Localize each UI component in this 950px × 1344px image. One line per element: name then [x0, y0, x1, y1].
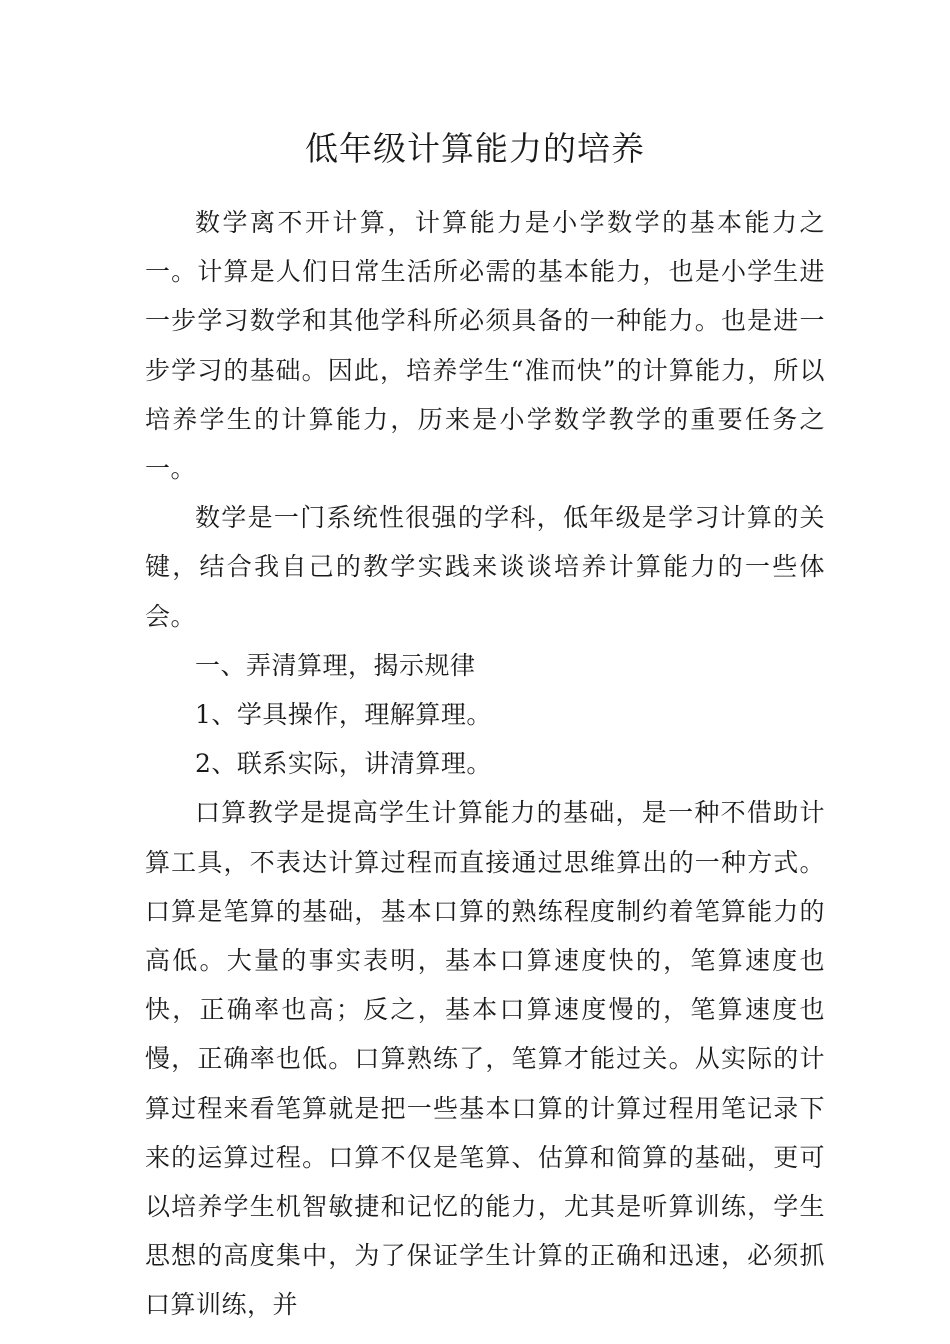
paragraph-oral-calculation: 口算教学是提高学生计算能力的基础，是一种不借助计算工具，不表达计算过程而直接通过思维算出的一种方式。口算是笔算的基础，基本口算的熟练程度制约着笔算能力的高低。大量的事实表明，基本口算速度快的，笔算速度也快，正确率也高；反之，基本口算速度慢的，笔算速度也慢，正确率也低。口算熟练了，笔算才能过关。从实际的计算过程来看笔算就是把一些基本口算的计算过程用笔记录下来的运算过程。口算不仅是笔算、估算和简算的基础，更可以培养学生机智敏捷和记忆的能力，尤其是听算训练，学生思想的高度集中，为了保证学生计算的正确和迅速，必须抓口算训练，并	[145, 798, 825, 1320]
subheading-2: 2、联系实际，讲清算理。	[195, 749, 492, 779]
document-body	[145, 198, 825, 1330]
subheading-1: 1、学具操作，理解算理。	[195, 700, 492, 730]
paragraph-intro: 数学离不开计算，计算能力是小学数学的基本能力之一。计算是人们日常生活所必需的基本能力，也是小学生进一步学习数学和其他学科所必须具备的一种能力。也是进一步学习的基础。因此，培养学生“准而快”的计算能力，所以培养学生的计算能力，历来是小学数学教学的重要任务之一。	[145, 208, 825, 484]
section-heading-1: 一、弄清算理，揭示规律	[195, 650, 476, 680]
paragraph-key-stage: 数学是一门系统性很强的学科，低年级是学习计算的关键，结合我自己的教学实践来谈谈培养计算能力的一些体会。	[145, 503, 825, 631]
document-title: 低年级计算能力的培养	[305, 129, 645, 168]
